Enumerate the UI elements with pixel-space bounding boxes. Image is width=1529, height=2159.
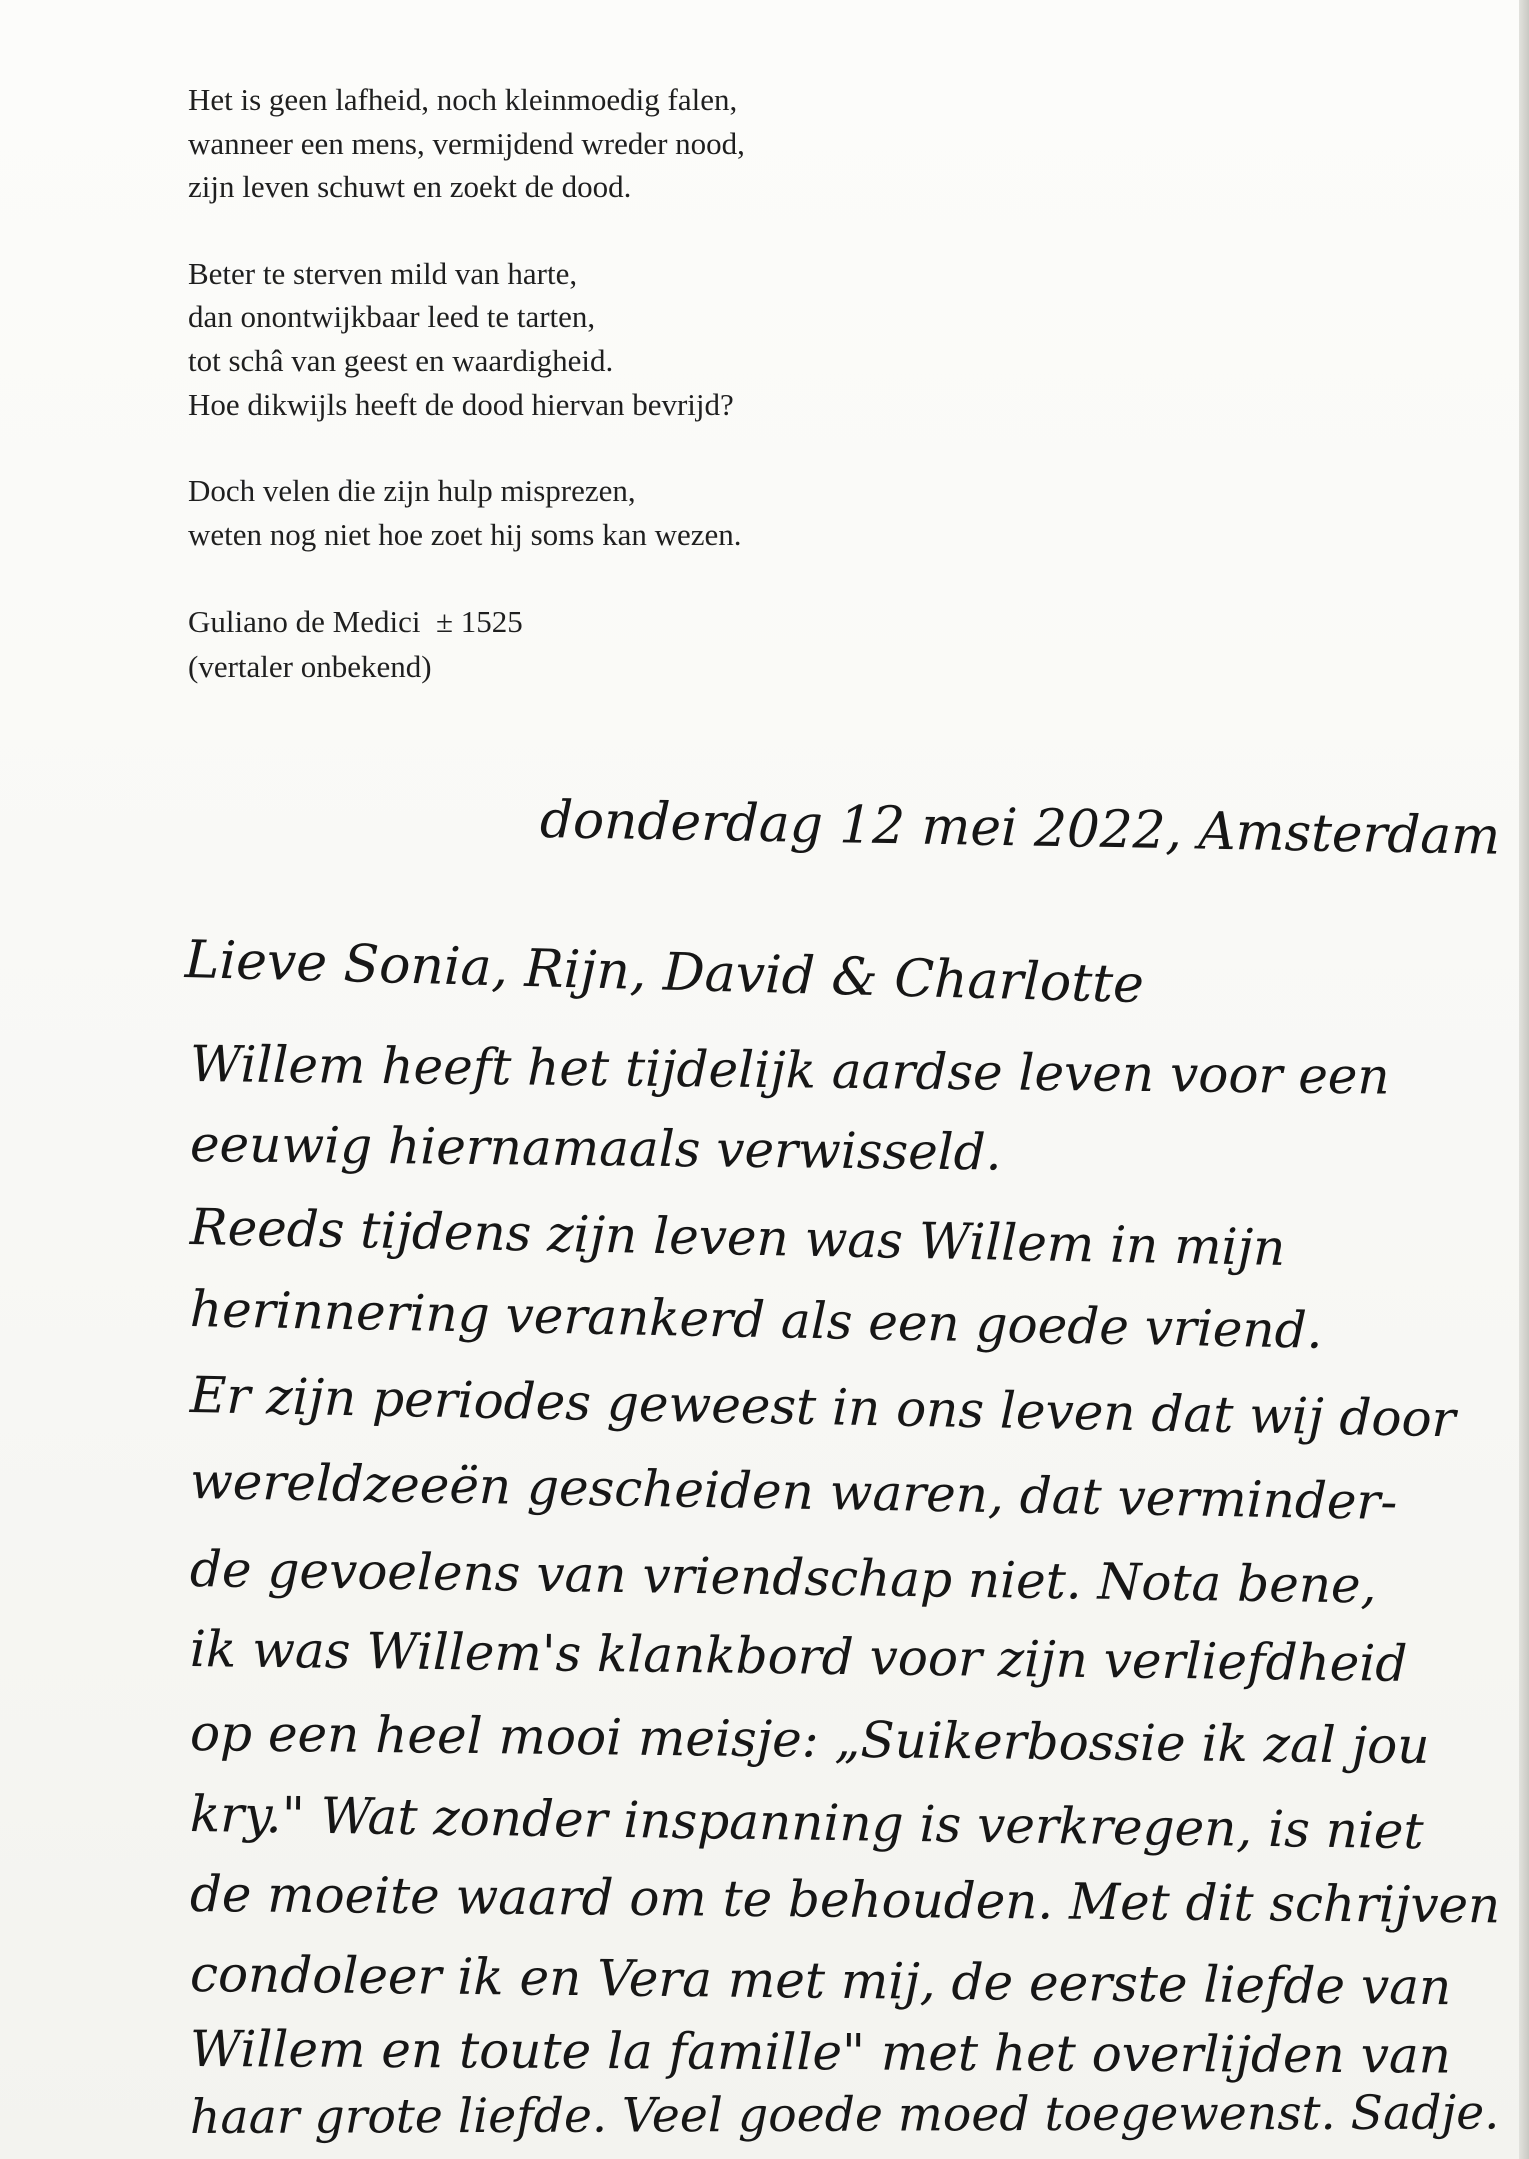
letter-line: Willem heeft het tijdelijk aardse leven voor een [189,1035,1390,1106]
poem-translator-note: (vertaler onbekend) [188,649,432,685]
poem-line: Het is geen lafheid, noch kleinmoedig falen, [188,82,738,117]
letter-line: de gevoelens van vriendschap niet. Nota bene, [189,1540,1377,1615]
letter-line: Er zijn periodes geweest in ons leven dat wij door [189,1366,1457,1449]
letter-salutation: Lieve Sonia, Rijn, David & Charlotte [184,930,1145,1016]
printed-poem [188,78,1188,689]
poem-stanza-2 [188,252,1188,426]
poem-line: Doch velen die zijn hulp misprezen, [188,473,636,509]
poem-stanza-1 [188,78,1188,209]
letter-line: kry." Wat zonder inspanning is verkregen, is niet [189,1785,1425,1861]
poem-line: dan onontwijkbaar leed te tarten, [188,299,596,335]
letter-line: op een heel mooi meisje: „Suikerbossie ik zal jou [189,1704,1430,1775]
poem-line: zijn leven schuwt en zoekt de dood. [188,169,632,205]
poem-author: Guliano de Medici ± 1525 [188,604,523,640]
poem-line: Hoe dikwijls heeft de dood hiervan bevrijd? [188,386,734,422]
poem-line: tot schâ van geest en waardigheid. [188,342,614,378]
poem-attribution [188,599,1188,689]
poem-stanza-3 [188,469,1188,556]
letter-dateline: donderdag 12 mei 2022, Amsterdam [539,790,1501,867]
letter-line: haar grote liefde. Veel goede moed toegewenst. Sadje. [189,2085,1500,2145]
letter-line: herinnering verankerd als een goede vriend. [189,1280,1324,1360]
poem-line: Beter te sterven mild van harte, [188,255,578,291]
letter-line: Reeds tijdens zijn leven was Willem in mijn [189,1198,1286,1278]
letter-line: Willem en toute la famille" met het overlijden van [189,2020,1452,2085]
letter-line: eeuwig hiernamaals verwisseld. [189,1115,1002,1182]
poem-line: weten nog niet hoe zoet hij soms kan wezen. [188,516,742,552]
letter-line: condoleer ik en Vera met mij, de eerste liefde van [189,1945,1452,2017]
letter-line: wereldzeeën gescheiden waren, dat verminder- [189,1452,1398,1532]
page-edge-shadow [1519,0,1529,2159]
letter-line: de moeite waard om te behouden. Met dit schrijven [189,1865,1501,1935]
letter-line: ik was Willem's klankbord voor zijn verliefdheid [189,1620,1408,1693]
poem-line: wanneer een mens, vermijdend wreder nood, [188,125,745,161]
